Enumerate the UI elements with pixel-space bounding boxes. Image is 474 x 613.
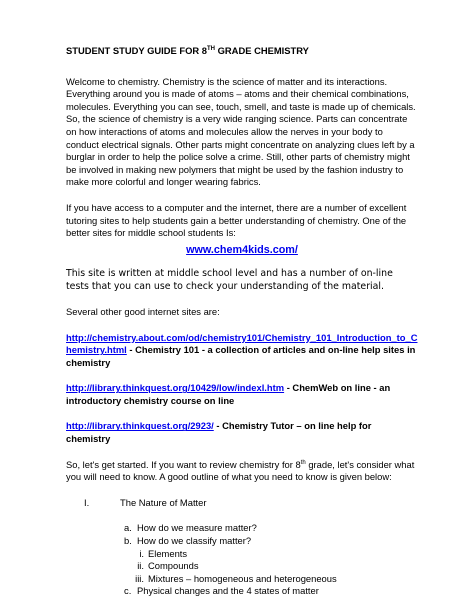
outline-sublist <box>84 585 418 598</box>
other-sites-intro: Several other good internet sites are: <box>66 305 220 317</box>
chem4kids-link[interactable]: www.chem4kids.com/ <box>186 243 298 256</box>
study-guide-page <box>66 45 418 598</box>
getting-started-paragraph: So, let's get started. If you want to review chemistry for 8th grade, let's consider what you will need to know. A good outline of what you need to know is given below: <box>66 458 415 483</box>
list-item: iii. Mixtures – homogeneous and heterogeneous <box>135 572 337 584</box>
outline-section-title: The Nature of Matter <box>120 496 207 508</box>
list-item: c. Physical changes and the 4 states of matter <box>124 585 319 597</box>
page-title: STUDENT STUDY GUIDE FOR 8TH GRADE CHEMISTRY <box>66 45 309 56</box>
list-item: i. Elements <box>139 547 188 559</box>
outline-section <box>84 497 418 510</box>
chem4kids-description: This site is written at middle school level and has a number of on-line tests that you can use to check your understanding of the material. <box>66 268 393 293</box>
chemistry101-link[interactable]: http://chemistry.about.com/od/chemistry101/Chemistry_101_Introduction_to_Chemistry.html <box>66 331 418 356</box>
topic-outline <box>66 497 418 598</box>
list-item: b. How do we classify matter? <box>124 535 252 547</box>
outline-subsublist <box>84 548 418 586</box>
chemweb-link[interactable]: http://library.thinkquest.org/10429/low/indexl.htm <box>66 382 285 394</box>
site-entry-chemistry101: http://chemistry.about.com/od/chemistry101/Chemistry_101_Introduction_to_Chemistry.html - Chemistry 101 - a collection of articles and on-line help sites in chemistry <box>66 331 418 368</box>
intro-paragraph: Welcome to chemistry. Chemistry is the science of matter and its interactions. Everything around you is made of atoms – atoms and their chemical combinations, molecules. Everything you can see, touch, smell, and taste is made up of chemicals. So, the science of chemistry is a very wide ranging science. Parts can concentrate on how interactions of atoms and molecules allow the nerves in your body to conduct electrical signals. Other parts might concentrate on analyzing clues left by a burglar in order to help the police solve a crime. Still, other parts of chemistry might be involved in making new polymers that might be used by the fashion industry to make more colorful and longer wearing fabrics. <box>66 75 416 188</box>
list-item: ii. Compounds <box>137 560 199 572</box>
list-item: a. How do we measure matter? <box>124 522 257 534</box>
outline-section-number: I. <box>84 496 90 508</box>
access-paragraph: If you have access to a computer and the internet, there are a number of excellent tutoring sites to help students gain a better understanding of chemistry. One of the better sites for middle school students Is: <box>66 201 407 239</box>
site-entry-chemweb: http://library.thinkquest.org/10429/low/indexl.htm - ChemWeb on line - an introductory chemistry course on line <box>66 382 391 406</box>
chemistry-tutor-link[interactable]: http://library.thinkquest.org/2923/ <box>66 420 214 432</box>
site-entry-chemistry-tutor: http://library.thinkquest.org/2923/ - Chemistry Tutor – on line help for chemistry <box>66 420 372 445</box>
outline-sublist <box>84 522 418 547</box>
